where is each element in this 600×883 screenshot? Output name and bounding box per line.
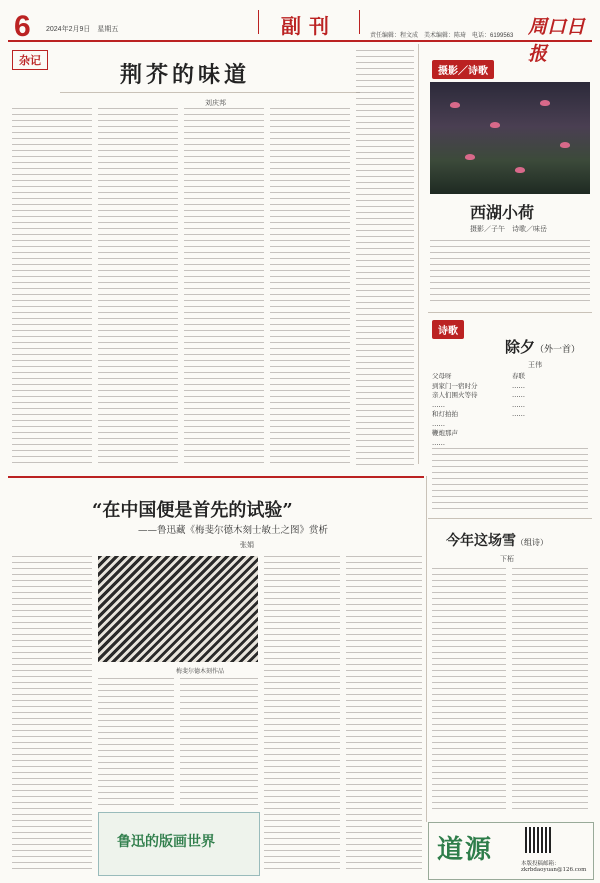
section-divider [428, 312, 592, 313]
article2-body-col2b [180, 678, 258, 806]
footer-contact-label: 本版投稿邮箱： [521, 861, 560, 867]
woodcut-caption: 梅斐尔德木刻作品 [176, 668, 225, 675]
snow-poem-right [512, 568, 588, 814]
footer-box [428, 822, 594, 880]
section-divider-red [8, 476, 424, 478]
article-author: 刘庆邦 [205, 99, 226, 107]
article-body-col1 [12, 108, 92, 468]
section-divider [428, 518, 592, 519]
article-body-col5 [356, 50, 414, 468]
article2-body-col2a [98, 678, 174, 806]
snow-title-sub: （组诗） [516, 538, 548, 547]
photo-poem-body [430, 240, 590, 302]
snow-title-main: 今年这场雪 [446, 533, 516, 549]
article2-body-col4 [346, 556, 422, 874]
page-number: 6 [14, 10, 31, 43]
column-tag-zaji: 杂记 [12, 50, 48, 70]
article2-subtitle: ——鲁迅藏《梅斐尔德木刻士敏土之图》赏析 [138, 525, 329, 536]
column-divider [426, 476, 427, 822]
lotus-flower-icon [540, 100, 550, 106]
column-tag-photo: 摄影／诗歌 [432, 60, 494, 79]
lotus-flower-icon [515, 167, 525, 173]
editor-credits: 责任编辑：程文成 美术编辑：陈琦 电话：6199563 [370, 33, 514, 39]
woodcut-image [98, 556, 258, 662]
photo-poem-title: 西湖小荷 [470, 203, 535, 222]
article-body-col3 [184, 108, 264, 468]
issue-date: 2024年2月9日 星期五 [46, 26, 119, 33]
footer-title: 道源 [437, 835, 494, 865]
poem-title [505, 336, 580, 357]
snow-poem-title [446, 530, 548, 550]
article-body-col4 [270, 108, 350, 468]
lotus-flower-icon [465, 154, 475, 160]
column-tag-poetry: 诗歌 [432, 320, 464, 339]
footer-contact-email: zkrbdaoyuan@126.com [521, 867, 587, 873]
poem-title-main: 除夕 [505, 338, 536, 356]
article-title: 荆芥的味道 [120, 62, 251, 88]
poem-left-column: 父母呀 到家门一宿时分 亲人们围火等待 …… 和灯拍拍 …… 鞭炮那声 …… [432, 372, 478, 447]
article-body-col2 [98, 108, 178, 468]
snow-poem-left [432, 568, 506, 814]
poem-author: 王伟 [528, 361, 542, 369]
qr-code-icon [525, 827, 551, 853]
article2-body-col3 [264, 556, 340, 874]
lotus-flower-icon [560, 142, 570, 148]
poem-body [432, 448, 588, 512]
section-title: 副刊 [258, 10, 360, 34]
poem-right-column: 春联 …… …… …… …… [512, 372, 525, 418]
poem-title-sub: （外一首） [535, 345, 581, 355]
article2-title: “在中国便是首先的试验” [92, 500, 293, 521]
photo-poem-credit: 摄影／子午 诗歌／味岳 [470, 225, 547, 233]
book-banner [98, 812, 260, 876]
lotus-photo [430, 82, 590, 194]
lotus-flower-icon [450, 102, 460, 108]
book-banner-title: 鲁迅的版画世界 [117, 834, 215, 850]
lotus-flower-icon [490, 122, 500, 128]
title-divider [60, 92, 360, 93]
article2-author: 张娟 [240, 541, 254, 549]
newspaper-logo: 周口日报 [528, 16, 586, 65]
column-divider [418, 44, 419, 464]
snow-poem-author: 下柘 [500, 555, 514, 563]
article2-body-col1 [12, 556, 92, 874]
